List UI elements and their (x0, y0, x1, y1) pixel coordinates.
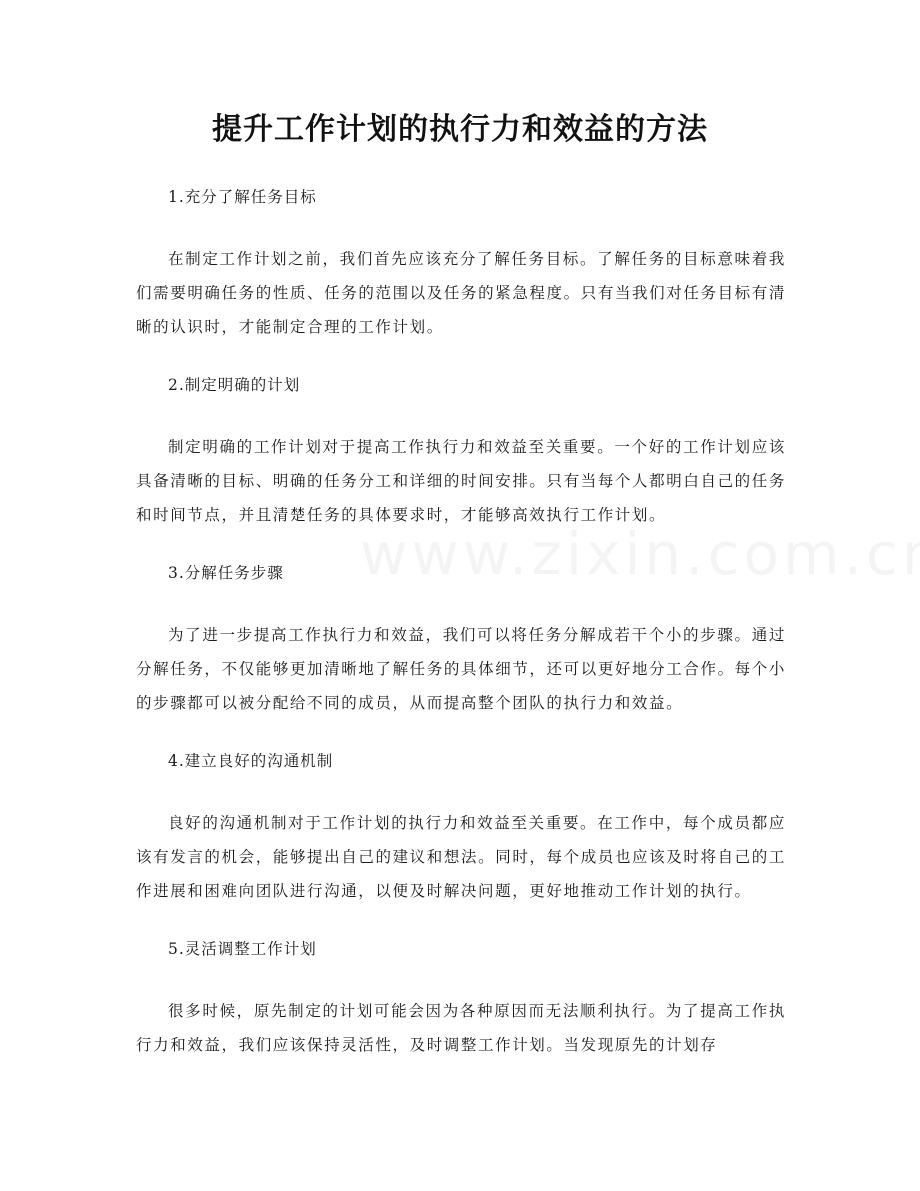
document-title: 提升工作计划的执行力和效益的方法 (212, 112, 708, 147)
section-heading-4: 4.建立良好的沟通机制 (168, 752, 334, 770)
section-heading-5: 5.灵活调整工作计划 (168, 940, 317, 958)
section-heading-1: 1.充分了解任务目标 (168, 188, 317, 206)
section-body-3: 为了进一步提高工作执行力和效益，我们可以将任务分解成若干个小的步骤。通过分解任务，不仅能够更加清晰地了解任务的具体细节，还可以更好地分工合作。每个小的步骤都可以被分配给不同的成员，从而提高整个团队的执行力和效益。 (136, 626, 786, 712)
section-body-4: 良好的沟通机制对于工作计划的执行力和效益至关重要。在工作中，每个成员都应该有发言的机会，能够提出自己的建议和想法。同时，每个成员也应该及时将自己的工作进展和困难向团队进行沟通，以便及时解决问题，更好地推动工作计划的执行。 (136, 814, 786, 900)
section-body-1: 在制定工作计划之前，我们首先应该充分了解任务目标。了解任务的目标意味着我们需要明确任务的性质、任务的范围以及任务的紧急程度。只有当我们对任务目标有清晰的认识时，才能制定合理的工作计划。 (136, 250, 786, 336)
document-body (136, 180, 786, 1086)
section-heading-3: 3.分解任务步骤 (168, 564, 284, 582)
section-body-5: 很多时候，原先制定的计划可能会因为各种原因而无法顺利执行。为了提高工作执行力和效益，我们应该保持灵活性，及时调整工作计划。当发现原先的计划存 (136, 1002, 786, 1054)
section-heading-2: 2.制定明确的计划 (168, 376, 301, 394)
section-body-2: 制定明确的工作计划对于提高工作执行力和效益至关重要。一个好的工作计划应该具备清晰的目标、明确的任务分工和详细的时间安排。只有当每个人都明白自己的任务和时间节点，并且清楚任务的具体要求时，才能够高效执行工作计划。 (136, 438, 786, 524)
